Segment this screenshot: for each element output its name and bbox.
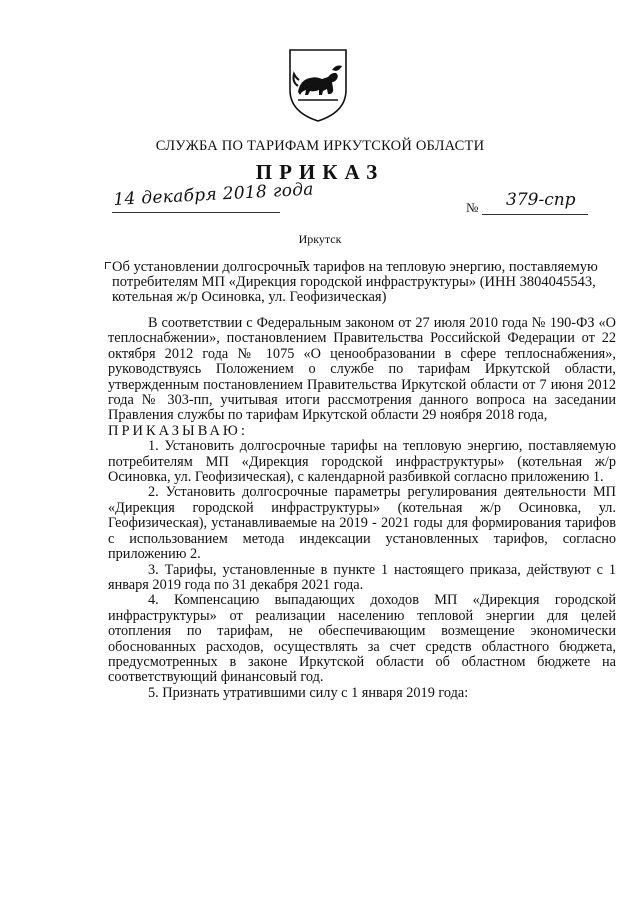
document-type-title: ПРИКАЗ	[255, 160, 385, 184]
order-word: ПРИКАЗЫВАЮ:	[108, 422, 248, 439]
order-item-5: 5. Признать утратившими силу с 1 января 2019 года:	[148, 684, 469, 701]
city-name: Иркутск	[298, 232, 342, 246]
preamble-paragraph: В соответствии с Федеральным законом от 27 июля 2010 года № 190-ФЗ «О теплоснабжении», постановлением Правительства Российской Федерации от 22 октября 2012 года № 1075 «О ценообразовании в сфере теплоснабжения», руководствуясь Положением о службе по тарифам Иркутской области, утвержденным постановлением Правительства Иркутской области от 7 июня 2012 года № 303-пп, учитывая итоги рассмотрения данного вопроса на заседании Правления службы по тарифам Иркутской области 29 ноября 2018 года,	[108, 315, 616, 424]
order-item-3: 3. Тарифы, установленные в пункте 1 настоящего приказа, действуют с 1 января 2019 года по 31 декабря 2021 года.	[108, 561, 616, 593]
order-item-1: 1. Установить долгосрочные тарифы на тепловую энергию, поставляемую потребителям МП «Дирекция городской инфраструктуры» (котельная ж/р Осиновка, ул. Геофизическая), с календарной разбивкой согласно приложению 1.	[108, 438, 616, 486]
order-item-2: 2. Установить долгосрочные параметры регулирования деятельности МП «Дирекция городской инфраструктуры» (котельная ж/р Осиновка, ул. Геофизическая), устанавливаемые на 2019 - 2021 годы для формирования тарифов с использованием метода индексации установленных тарифов, согласно приложению 2.	[108, 484, 616, 563]
subject-heading: Об установлении долгосрочных тарифов на тепловую энергию, поставляемую потребителям МП «Дирекция городской инфраструктуры» (ИНН 3804045543, котельная ж/р Осиновка, ул. Геофизическая)	[112, 259, 598, 305]
order-item-4: 4. Компенсацию выпадающих доходов МП «Дирекция городской инфраструктуры» от реализации населению тепловой энергии для целей отопления по тарифам, не обеспечивающим возмещение экономически обоснованных расходов, осуществлять за счет средств областного бюджета, предусмотренных в законе Иркутской области об областном бюджете на соответствующий финансовый год.	[108, 592, 616, 686]
number-sign: №	[466, 200, 479, 215]
agency-name: СЛУЖБА ПО ТАРИФАМ ИРКУТСКОЙ ОБЛАСТИ	[155, 138, 485, 154]
document-body	[108, 316, 616, 701]
handwritten-date: 14 декабря 2018 года	[112, 179, 315, 210]
handwritten-number: 379-спр	[506, 190, 576, 210]
irkutsk-coat-of-arms-icon	[286, 46, 350, 124]
subject-bracket-left	[105, 262, 111, 269]
